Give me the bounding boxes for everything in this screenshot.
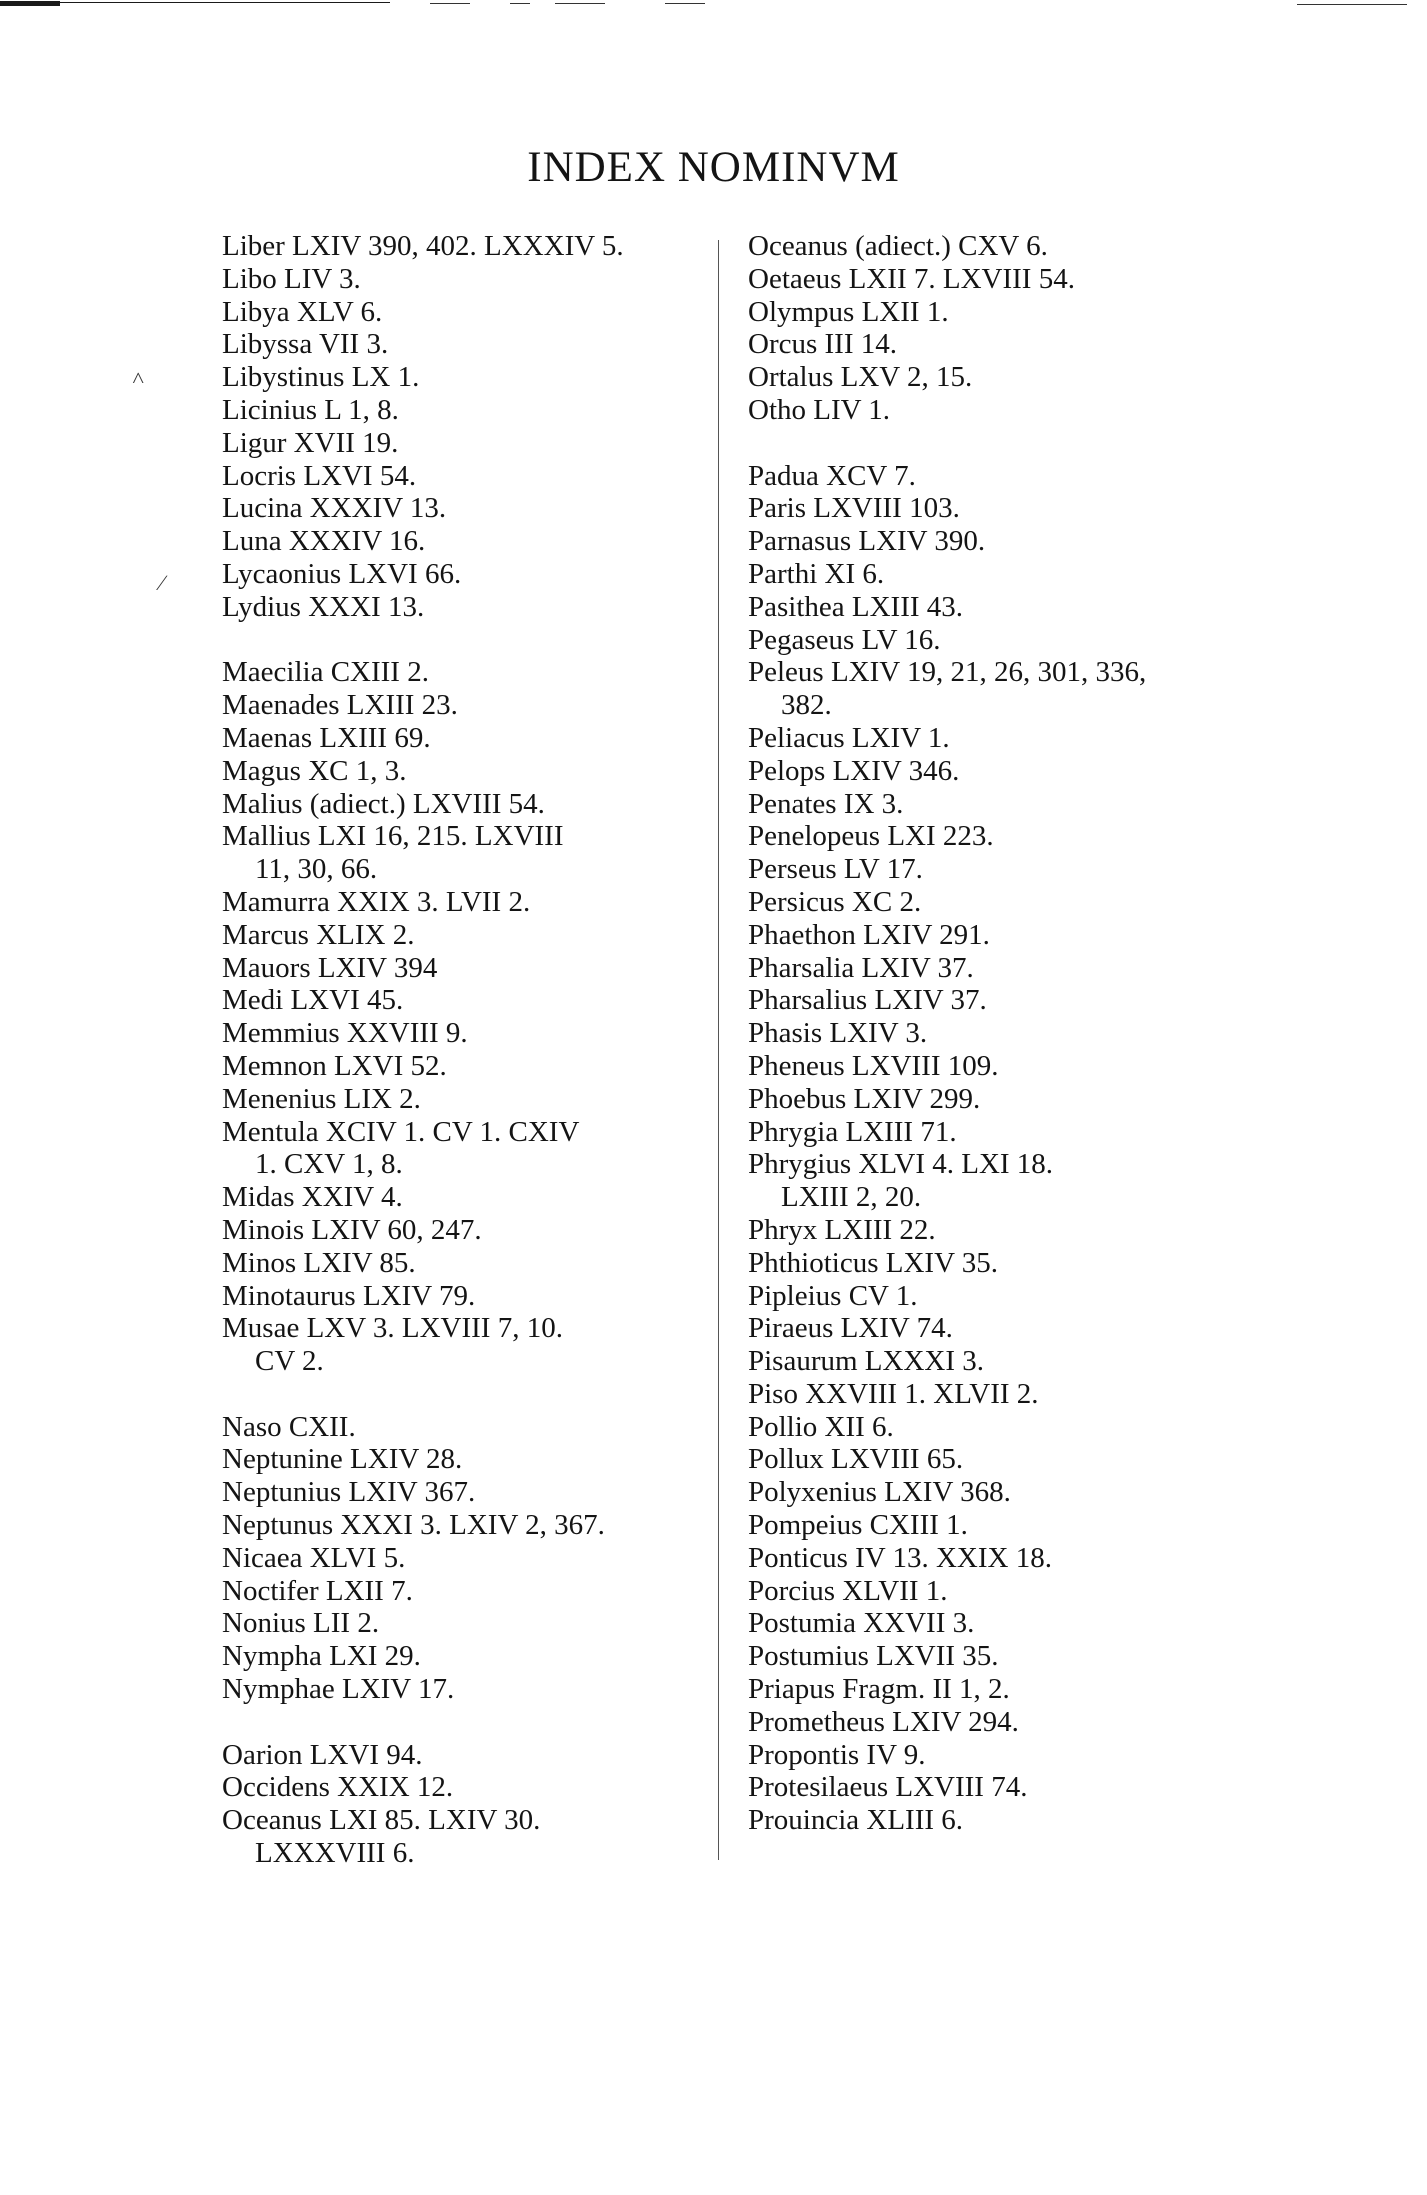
index-entry: Naso CXII. <box>222 1410 356 1443</box>
index-entry: Noctifer LXII 7. <box>222 1574 413 1607</box>
index-entry: Neptunus XXXI 3. LXIV 2, 367. <box>222 1509 605 1542</box>
index-entry: Penelopeus LXI 223. <box>748 820 994 853</box>
column-divider <box>718 240 719 1860</box>
index-entry: Prometheus LXIV 294. <box>748 1705 1019 1738</box>
index-entry: Prouincia XLIII 6. <box>748 1804 964 1837</box>
index-entry: Lydius XXXI 13. <box>222 590 425 623</box>
index-entry: Pipleius CV 1. <box>748 1279 918 1312</box>
index-entry: Licinius L 1, 8. <box>222 393 399 426</box>
letter-group-spacer <box>222 624 702 657</box>
index-entry: Peleus LXIV 19, 21, 26, 301, 336, 382. <box>748 656 1147 722</box>
index-entry: Occidens XXIX 12. <box>222 1771 454 1804</box>
index-entry: Nympha LXI 29. <box>222 1640 421 1673</box>
index-entry: Peliacus LXIV 1. <box>748 721 950 754</box>
index-entry: Perseus LV 17. <box>748 853 923 886</box>
index-entry: Lycaonius LXVI 66. <box>222 557 462 590</box>
letter-group-spacer <box>222 1706 702 1739</box>
index-entry: Luna XXXIV 16. <box>222 525 426 558</box>
index-entry: Pisaurum LXXXI 3. <box>748 1345 985 1378</box>
index-entry: Porcius XLVII 1. <box>748 1574 948 1607</box>
index-entry: Neptunius LXIV 367. <box>222 1476 476 1509</box>
top-rule-thin-segment <box>60 2 390 3</box>
index-left-column <box>222 230 702 1870</box>
index-entry: Paris LXVIII 103. <box>748 492 960 525</box>
index-entry: Phrygia LXIII 71. <box>748 1115 957 1148</box>
index-entry: Otho LIV 1. <box>748 393 891 426</box>
index-entry: Phryx LXIII 22. <box>748 1213 936 1246</box>
index-entry: Priapus Fragm. II 1, 2. <box>748 1673 1010 1706</box>
index-entry: Mauors LXIV 394 <box>222 951 438 984</box>
index-entry: Mallius LXI 16, 215. LXVIII 11, 30, 66. <box>222 820 564 886</box>
index-entry: Medi LXVI 45. <box>222 984 404 1017</box>
index-entry: Pheneus LXVIII 109. <box>748 1049 999 1082</box>
index-entry: Nymphae LXIV 17. <box>222 1673 455 1706</box>
index-entry: Oceanus LXI 85. LXIV 30. LXXXVIII 6. <box>222 1804 541 1870</box>
index-entry: Libystinus LX 1. <box>222 361 420 394</box>
index-entry: Nonius LII 2. <box>222 1607 380 1640</box>
margin-mark-icon: ˄ <box>132 365 145 390</box>
index-entry: Phthioticus LXIV 35. <box>748 1246 998 1279</box>
index-entry: Pharsalius LXIV 37. <box>748 984 987 1017</box>
margin-mark-icon: ∕ <box>160 570 164 595</box>
index-entry: Propontis IV 9. <box>748 1738 926 1771</box>
index-entry: Phoebus LXIV 299. <box>748 1082 981 1115</box>
index-entry: Locris LXVI 54. <box>222 459 417 492</box>
index-entry: Liber LXIV 390, 402. LXXXIV 5. <box>222 230 624 262</box>
top-rule-dash <box>555 3 605 4</box>
page-title: INDEX NOMINVM <box>527 144 900 191</box>
index-entry: Phaethon LXIV 291. <box>748 918 990 951</box>
letter-group-spacer <box>222 1378 702 1411</box>
index-entry: Oetaeus LXII 7. LXVIII 54. <box>748 262 1075 295</box>
index-entry: Mamurra XXIX 3. LVII 2. <box>222 885 531 918</box>
index-entry: Minos LXIV 85. <box>222 1246 416 1279</box>
index-entry: Malius (adiect.) LXVIII 54. <box>222 787 545 820</box>
letter-group-spacer <box>748 427 1248 460</box>
index-entry: Postumia XXVII 3. <box>748 1607 975 1640</box>
index-entry: Maenades LXIII 23. <box>222 689 458 722</box>
index-entry: Musae LXV 3. LXVIII 7, 10. CV 2. <box>222 1312 563 1378</box>
index-entry: Nicaea XLVI 5. <box>222 1541 406 1574</box>
index-entry: Oceanus (adiect.) CXV 6. <box>748 230 1048 262</box>
index-entry: Lucina XXXIV 13. <box>222 492 447 525</box>
index-entry: Libya XLV 6. <box>222 295 383 328</box>
index-entry: Libyssa VII 3. <box>222 328 389 361</box>
index-entry: Parthi XI 6. <box>748 557 885 590</box>
index-entry: Ligur XVII 19. <box>222 426 399 459</box>
index-right-column <box>748 230 1248 1837</box>
index-entry: Phrygius XLVI 4. LXI 18. LXIII 2, 20. <box>748 1148 1054 1214</box>
top-rule-dash <box>510 3 530 4</box>
index-entry: Ortalus LXV 2, 15. <box>748 361 973 394</box>
top-rule-dash <box>430 3 470 4</box>
index-entry: Menenius LIX 2. <box>222 1082 421 1115</box>
index-entry: Memmius XXVIII 9. <box>222 1017 468 1050</box>
top-rule-dash <box>665 3 705 4</box>
index-entry: Ponticus IV 13. XXIX 18. <box>748 1541 1052 1574</box>
index-entry: Mentula XCIV 1. CV 1. CXIV 1. CXV 1, 8. <box>222 1115 580 1181</box>
index-entry: Pollio XII 6. <box>748 1410 894 1443</box>
index-entry: Oarion LXVI 94. <box>222 1738 423 1771</box>
index-entry: Phasis LXIV 3. <box>748 1017 928 1050</box>
top-printing-rule <box>0 0 1427 10</box>
top-rule-right-segment <box>1297 4 1407 5</box>
index-entry: Penates IX 3. <box>748 787 904 820</box>
index-entry: Orcus III 14. <box>748 328 897 361</box>
index-entry: Olympus LXII 1. <box>748 295 949 328</box>
index-entry: Memnon LXVI 52. <box>222 1049 447 1082</box>
index-entry: Minois LXIV 60, 247. <box>222 1213 482 1246</box>
index-entry: Pharsalia LXIV 37. <box>748 951 974 984</box>
index-entry: Postumius LXVII 35. <box>748 1640 999 1673</box>
index-entry: Piso XXVIII 1. XLVII 2. <box>748 1377 1039 1410</box>
index-entry: Libo LIV 3. <box>222 262 361 295</box>
index-entry: Maecilia CXIII 2. <box>222 656 429 689</box>
index-entry: Neptunine LXIV 28. <box>222 1443 463 1476</box>
index-entry: Pelops LXIV 346. <box>748 754 960 787</box>
index-entry: Marcus XLIX 2. <box>222 918 415 951</box>
index-entry: Persicus XC 2. <box>748 885 922 918</box>
index-entry: Pollux LXVIII 65. <box>748 1443 964 1476</box>
index-entry: Pasithea LXIII 43. <box>748 590 964 623</box>
index-entry: Parnasus LXIV 390. <box>748 525 986 558</box>
index-entry: Maenas LXIII 69. <box>222 721 431 754</box>
index-entry: Polyxenius LXIV 368. <box>748 1476 1011 1509</box>
index-entry: Piraeus LXIV 74. <box>748 1312 953 1345</box>
index-entry: Midas XXIV 4. <box>222 1181 403 1214</box>
index-entry: Magus XC 1, 3. <box>222 754 407 787</box>
index-entry: Pegaseus LV 16. <box>748 623 941 656</box>
index-entry: Protesilaeus LXVIII 74. <box>748 1771 1028 1804</box>
index-entry: Minotaurus LXIV 79. <box>222 1279 476 1312</box>
top-rule-thick-segment <box>0 1 60 6</box>
index-entry: Padua XCV 7. <box>748 459 916 492</box>
index-entry: Pompeius CXIII 1. <box>748 1509 968 1542</box>
